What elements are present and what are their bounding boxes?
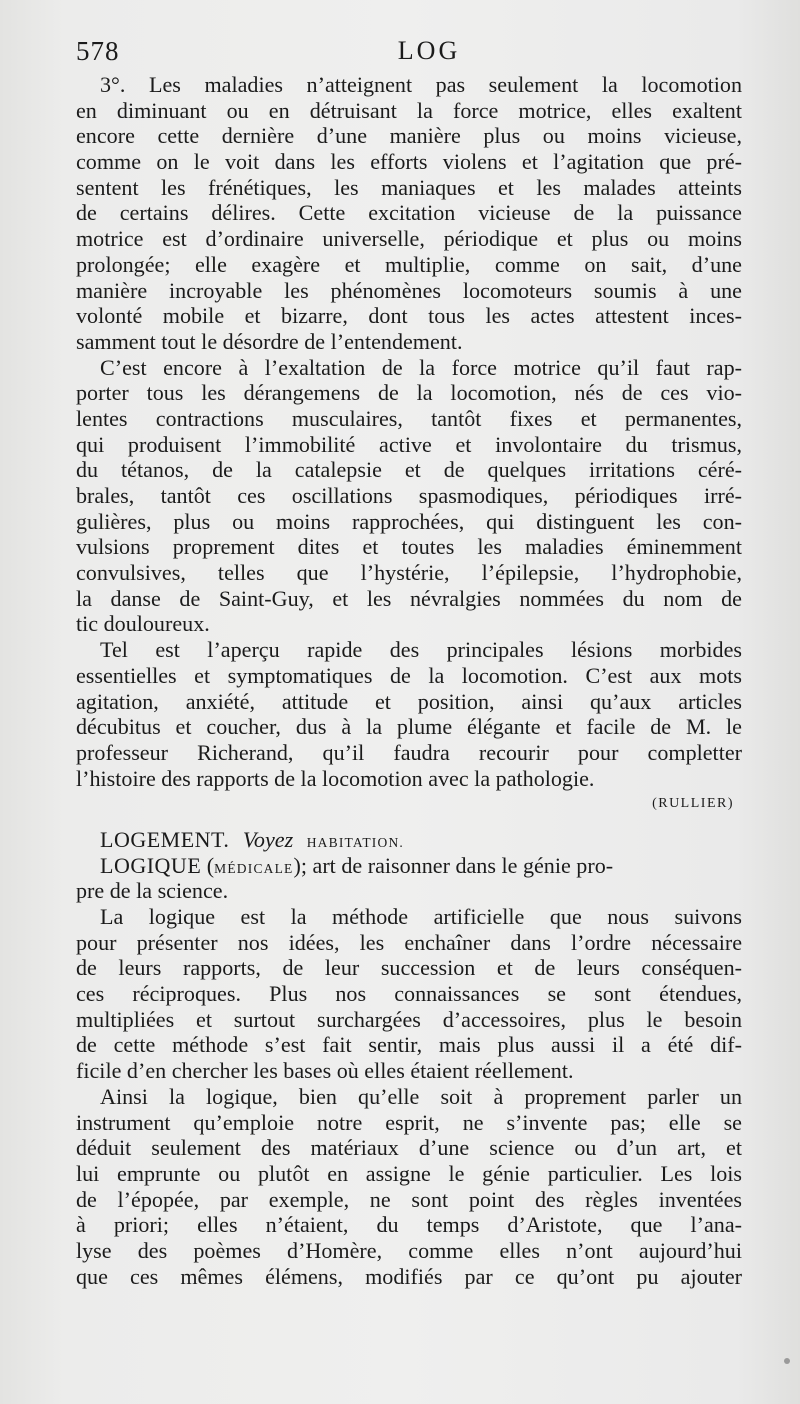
spacer <box>76 817 742 827</box>
ink-spot <box>784 1358 790 1364</box>
text-line: gulières, plus ou moins rapprochées, qui distinguent les con- <box>76 508 742 534</box>
text-line: agitation, anxiété, attitude et position, ainsi qu’aux articles <box>76 688 742 714</box>
text-line: multipliées et surtout surchargées d’accessoires, plus le besoin <box>76 1006 742 1032</box>
text-line: de leurs rapports, de leur succession et de leurs conséquen- <box>76 955 742 981</box>
text-line: instrument qu’emploie notre esprit, ne s’invente pas; elle se <box>76 1109 742 1135</box>
text-line: qui produisent l’immobilité active et involontaire du trismus, <box>76 431 742 457</box>
text-line: essentielles et symptomatiques de la locomotion. C’est aux mots <box>76 662 742 688</box>
text-line: C’est encore à l’exaltation de la force motrice qu’il faut rap- <box>100 354 742 380</box>
text-line: manière incroyable les phénomènes locomoteurs soumis à une <box>76 277 742 303</box>
text-line: l’histoire des rapports de la locomotion avec la pathologie. <box>76 765 595 791</box>
text-line: la danse de Saint-Guy, et les névralgies nommées du nom de <box>76 585 742 611</box>
entry-headword: LOGEMENT. <box>100 826 230 852</box>
entry-headword: LOGIQUE <box>100 852 202 878</box>
text-line: 3°. Les maladies n’atteignent pas seulement la locomotion <box>100 72 742 97</box>
text-line: ces réciproques. Plus nos connaissances se sont étendues, <box>76 981 742 1007</box>
body-text <box>76 72 742 1289</box>
author-signature: (RULLIER) <box>652 796 734 812</box>
cross-reference: HABITATION. <box>306 834 404 850</box>
text-line: en diminuant ou en détruisant la force motrice, elles exaltent <box>76 97 742 123</box>
text-line: lentes contractions musculaires, tantôt fixes et permanentes, <box>76 405 742 431</box>
text-line: du tétanos, de la catalepsie et de quelques irritations céré- <box>76 457 742 483</box>
text-line: ficile d’en chercher les bases où elles étaient réellement. <box>76 1058 574 1084</box>
text-line: que ces mêmes élémens, modifiés par ce qu’ont pu ajouter <box>76 1263 742 1289</box>
text-line: samment tout le désordre de l’entendement. <box>76 328 463 354</box>
page-header <box>76 36 742 72</box>
entry-logement <box>76 827 742 853</box>
text-line: convulsives, telles que l’hystérie, l’épilepsie, l’hydrophobie, <box>76 560 742 586</box>
text-line: tic douloureux. <box>76 611 210 637</box>
text-line: sentent les frénétiques, les maniaques et les malades atteints <box>76 174 742 200</box>
text-line: encore cette dernière d’une manière plus ou moins vicieuse, <box>76 123 742 149</box>
page-number: 578 <box>76 36 120 66</box>
qualifier-open: ( <box>206 852 215 878</box>
text-line: pour présenter nos idées, les enchaîner dans l’ordre nécessaire <box>76 929 742 955</box>
text-line: Tel est l’aperçu rapide des principales lésions morbides <box>100 637 742 663</box>
text-line: de cette méthode s’est fait sentir, mais plus aussi il a été dif- <box>76 1032 742 1058</box>
entry-definition: ); art de raisonner dans le génie pro- <box>293 852 614 878</box>
text-line: prolongée; elle exagère et multiplie, comme on sait, d’une <box>76 251 742 277</box>
text-line: vulsions proprement dites et toutes les maladies éminemment <box>76 534 742 560</box>
text-line: pre de la science. <box>76 878 229 904</box>
text-line: brales, tantôt ces oscillations spasmodiques, périodiques irré- <box>76 483 742 508</box>
text-line: professeur Richerand, qu’il faudra recourir pour completter <box>76 739 742 765</box>
text-line: comme on le voit dans les efforts violens et l’agitation que pré- <box>76 149 742 175</box>
paragraph-contractions <box>76 355 742 638</box>
entry-first-line <box>76 853 742 879</box>
entry-logique <box>76 853 742 1290</box>
text-line: déduit seulement des matériaux d’une science ou d’un art, et <box>76 1135 742 1161</box>
text-line: lyse des poèmes d’Homère, comme elles n’ont aujourd’hui <box>76 1237 742 1263</box>
text-line: La logique est la méthode artificielle que nous suivons <box>100 904 742 929</box>
text-line: à priori; elles n’étaient, du temps d’Aristote, que l’ana- <box>76 1212 742 1238</box>
paragraph-summary <box>76 637 742 817</box>
text-line: décubitus et coucher, dus à la plume élégante et facile de M. le <box>76 714 742 740</box>
text-line: lui emprunte ou plutôt en assigne le génie particulier. Les lois <box>76 1160 742 1186</box>
entry-qualifier: MÉDICALE <box>214 860 294 876</box>
text-line: Ainsi la logique, bien qu’elle soit à proprement parler un <box>100 1083 742 1109</box>
see-also-label: Voyez <box>242 826 294 852</box>
text-line: de certains délires. Cette excitation vicieuse de la puissance <box>76 200 742 226</box>
text-line: motrice est d’ordinaire universelle, périodique et plus ou moins <box>76 226 742 252</box>
text-line: volonté mobile et bizarre, dont tous les actes attestent inces- <box>76 303 742 329</box>
text-line: de l’épopée, par exemple, ne sont point des règles inventées <box>76 1186 742 1212</box>
running-head: LOG <box>397 36 461 65</box>
text-line: porter tous les dérangemens de la locomotion, nés de ces vio- <box>76 380 742 406</box>
paragraph-locomotion-exaltation <box>76 72 742 355</box>
